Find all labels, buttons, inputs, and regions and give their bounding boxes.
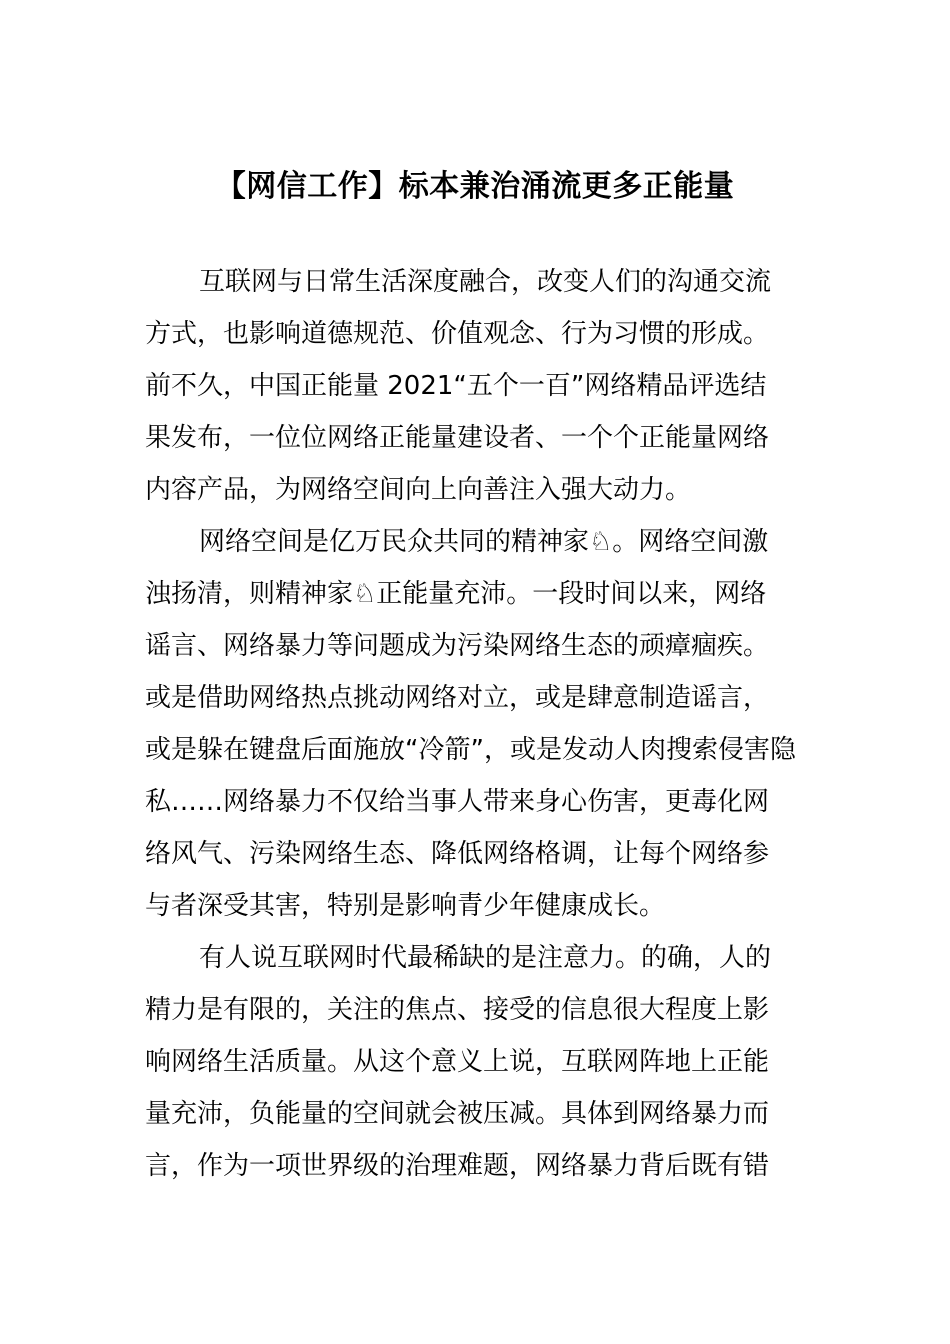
- paragraph-2-line-8: 与者深受其害，特别是影响青少年健康成长。: [145, 891, 666, 921]
- paragraph-1-line-5: 内容产品，为网络空间向上向善注入强大动力。: [145, 475, 692, 505]
- paragraph-2-line-4: 或是借助网络热点挑动网络对立，或是肆意制造谣言，: [145, 683, 770, 713]
- paragraph-1-line-2: 方式，也影响道德规范、价值观念、行为习惯的形成。: [145, 319, 770, 349]
- paragraph-2-line-5: 或是躲在键盘后面施放“冷箭”，或是发动人肉搜索侵害隐: [145, 735, 796, 765]
- paragraph-3-line-5: 言，作为一项世界级的治理难题，网络暴力背后既有错: [145, 1151, 770, 1181]
- paragraph-3-line-3: 响网络生活质量。从这个意义上说，互联网阵地上正能: [145, 1047, 770, 1077]
- paragraph-1-line-4: 果发布，一位位网络正能量建设者、一个个正能量网络: [145, 423, 770, 453]
- paragraph-2-line-1: 网络空间是亿万民众共同的精神家♘。网络空间激: [199, 527, 769, 557]
- paragraph-3-line-1: 有人说互联网时代最稀缺的是注意力。的确，人的: [199, 943, 772, 973]
- paragraph-1-line-1: 互联网与日常生活深度融合，改变人们的沟通交流: [199, 267, 772, 297]
- paragraph-3-line-4: 量充沛，负能量的空间就会被压减。具体到网络暴力而: [145, 1099, 770, 1129]
- paragraph-2-line-6: 私……网络暴力不仅给当事人带来身心伤害，更毒化网: [145, 787, 770, 817]
- paragraph-1-line-3: 前不久，中国正能量 2021“五个一百”网络精品评选结: [145, 371, 767, 401]
- paragraph-2-line-3: 谣言、网络暴力等问题成为污染网络生态的顽瘴痼疾。: [145, 631, 770, 661]
- paragraph-2-line-7: 络风气、污染网络生态、降低网络格调，让每个网络参: [145, 839, 770, 869]
- document-body: [145, 256, 810, 1192]
- paragraph-3-line-2: 精力是有限的，关注的焦点、接受的信息很大程度上影: [145, 995, 770, 1025]
- paragraph-2-line-2: 浊扬清，则精神家♘正能量充沛。一段时间以来，网络: [145, 579, 767, 609]
- document-title: 【网信工作】标本兼治涌流更多正能量: [215, 169, 735, 204]
